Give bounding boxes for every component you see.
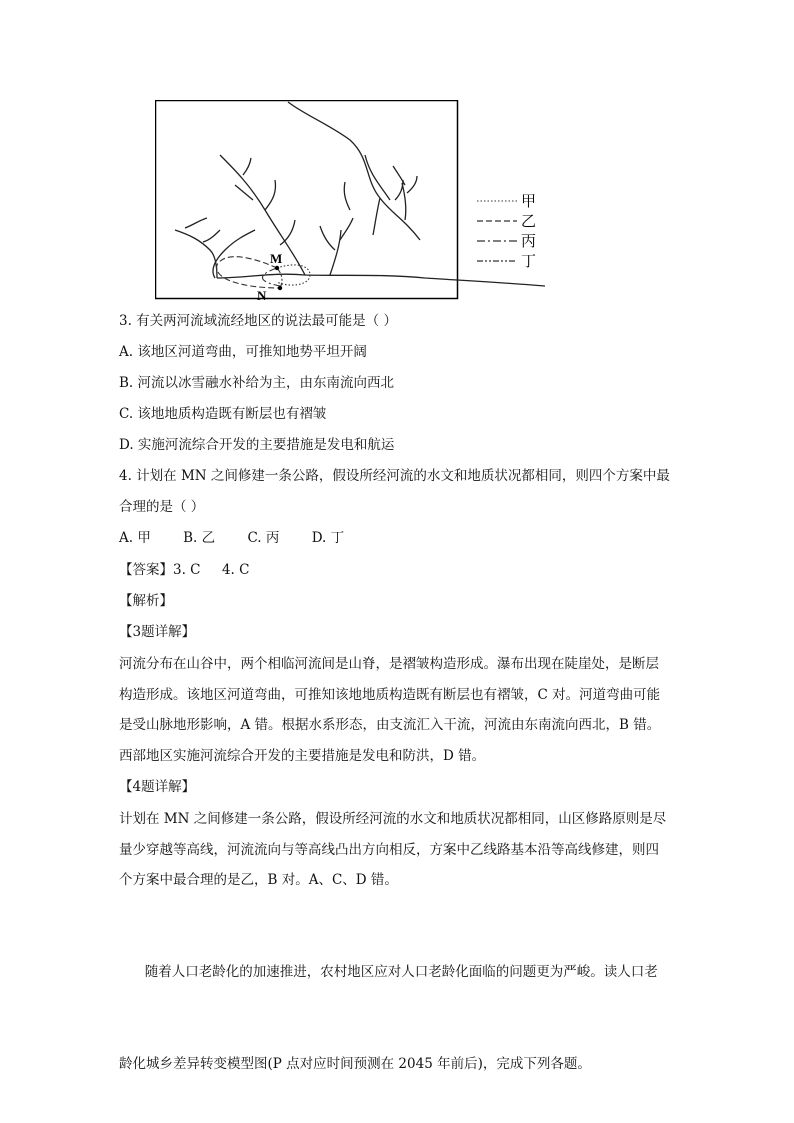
q4-option-b: B. 乙 <box>183 530 216 546</box>
route-lines <box>217 257 310 288</box>
point-m <box>275 266 279 270</box>
q3-option-b: B. 河流以冰雪融水补给为主，由东南流向西北 <box>119 375 395 391</box>
answer-line: 【答案】3. C 4. C <box>119 562 250 578</box>
point-n <box>278 286 282 290</box>
next-intro <box>119 896 675 1110</box>
intro-line: 龄化城乡差异转变模型图(P 点对应时间预测在 2045 年前后)，完成下列各题。 <box>119 1055 591 1072</box>
legend-jia: 甲 <box>521 192 537 210</box>
q4-option-c: C. 丙 <box>247 530 280 546</box>
upper-tributary <box>288 102 420 240</box>
detail4-line: 计划在 MN 之间修建一条公路，假设所经河流的水文和地质状况都相同，山区修路原则是尽 <box>119 811 667 827</box>
label-m: M <box>270 251 283 266</box>
detail4-heading: 【4题详解】 <box>119 779 196 795</box>
detail4-line: 个方案中最合理的是乙，B 对。A、C、D 错。 <box>119 872 398 888</box>
q4-options <box>119 530 372 546</box>
map-legend <box>477 192 536 270</box>
detail4-line: 量少穿越等高线，河流流向与等高线凸出方向相反，方案中乙线路基本沿等高线修建，则四 <box>119 841 659 858</box>
intro-line: 随着人口老龄化的加速推进，农村地区应对人口老龄化面临的问题更为严峻。读人口老 <box>119 964 658 980</box>
q3-option-d: D. 实施河流综合开发的主要措施是发电和航运 <box>119 437 395 453</box>
detail3-line: 西部地区实施河流综合开发的主要措施是发电和防洪，D 错。 <box>119 747 486 764</box>
q4-option-d: D. 丁 <box>311 530 345 546</box>
main-river <box>217 274 545 286</box>
river-lines <box>175 102 545 286</box>
river-map-figure <box>155 100 545 300</box>
map-frame <box>156 101 458 299</box>
label-n: N <box>257 288 267 300</box>
detail3-heading: 【3题详解】 <box>119 624 196 640</box>
detail3-line: 构造形成。该地区河道弯曲，可推知该地地质构造既有断层也有褶皱，C 对。河道弯曲可能 <box>119 686 661 703</box>
q4-option-a: A. 甲 <box>119 530 151 546</box>
q3-stem: 3. 有关两河流域流经地区的说法最可能是（ ） <box>119 313 397 329</box>
q3-option-c: C. 该地地质构造既有断层也有褶皱 <box>119 406 327 422</box>
q4-stem-line2: 合理的是（ ） <box>119 499 205 515</box>
analysis-heading: 【解析】 <box>119 593 173 609</box>
legend-bing: 丙 <box>521 232 537 250</box>
q3-option-a: A. 该地区河道弯曲，可推知地势平坦开阔 <box>119 344 367 360</box>
river-map <box>155 100 545 300</box>
detail4-body <box>119 804 675 896</box>
detail3-body <box>119 649 675 771</box>
route-bing <box>262 268 280 286</box>
detail3-line: 河流分布在山谷中，两个相临河流间是山脊，是褶皱构造形成。瀑布出现在陡崖处，是断层 <box>119 656 659 672</box>
legend-ding: 丁 <box>521 252 537 270</box>
q4-stem-line1: 4. 计划在 MN 之间修建一条公路，假设所经河流的水文和地质状况都相同，则四个方案中最 <box>119 468 670 484</box>
detail3-line: 是受山脉地形影响，A 错。根据水系形态，由支流汇入干流，河流由东南流向西北，B 错。 <box>119 717 661 733</box>
legend-yi: 乙 <box>521 212 537 230</box>
